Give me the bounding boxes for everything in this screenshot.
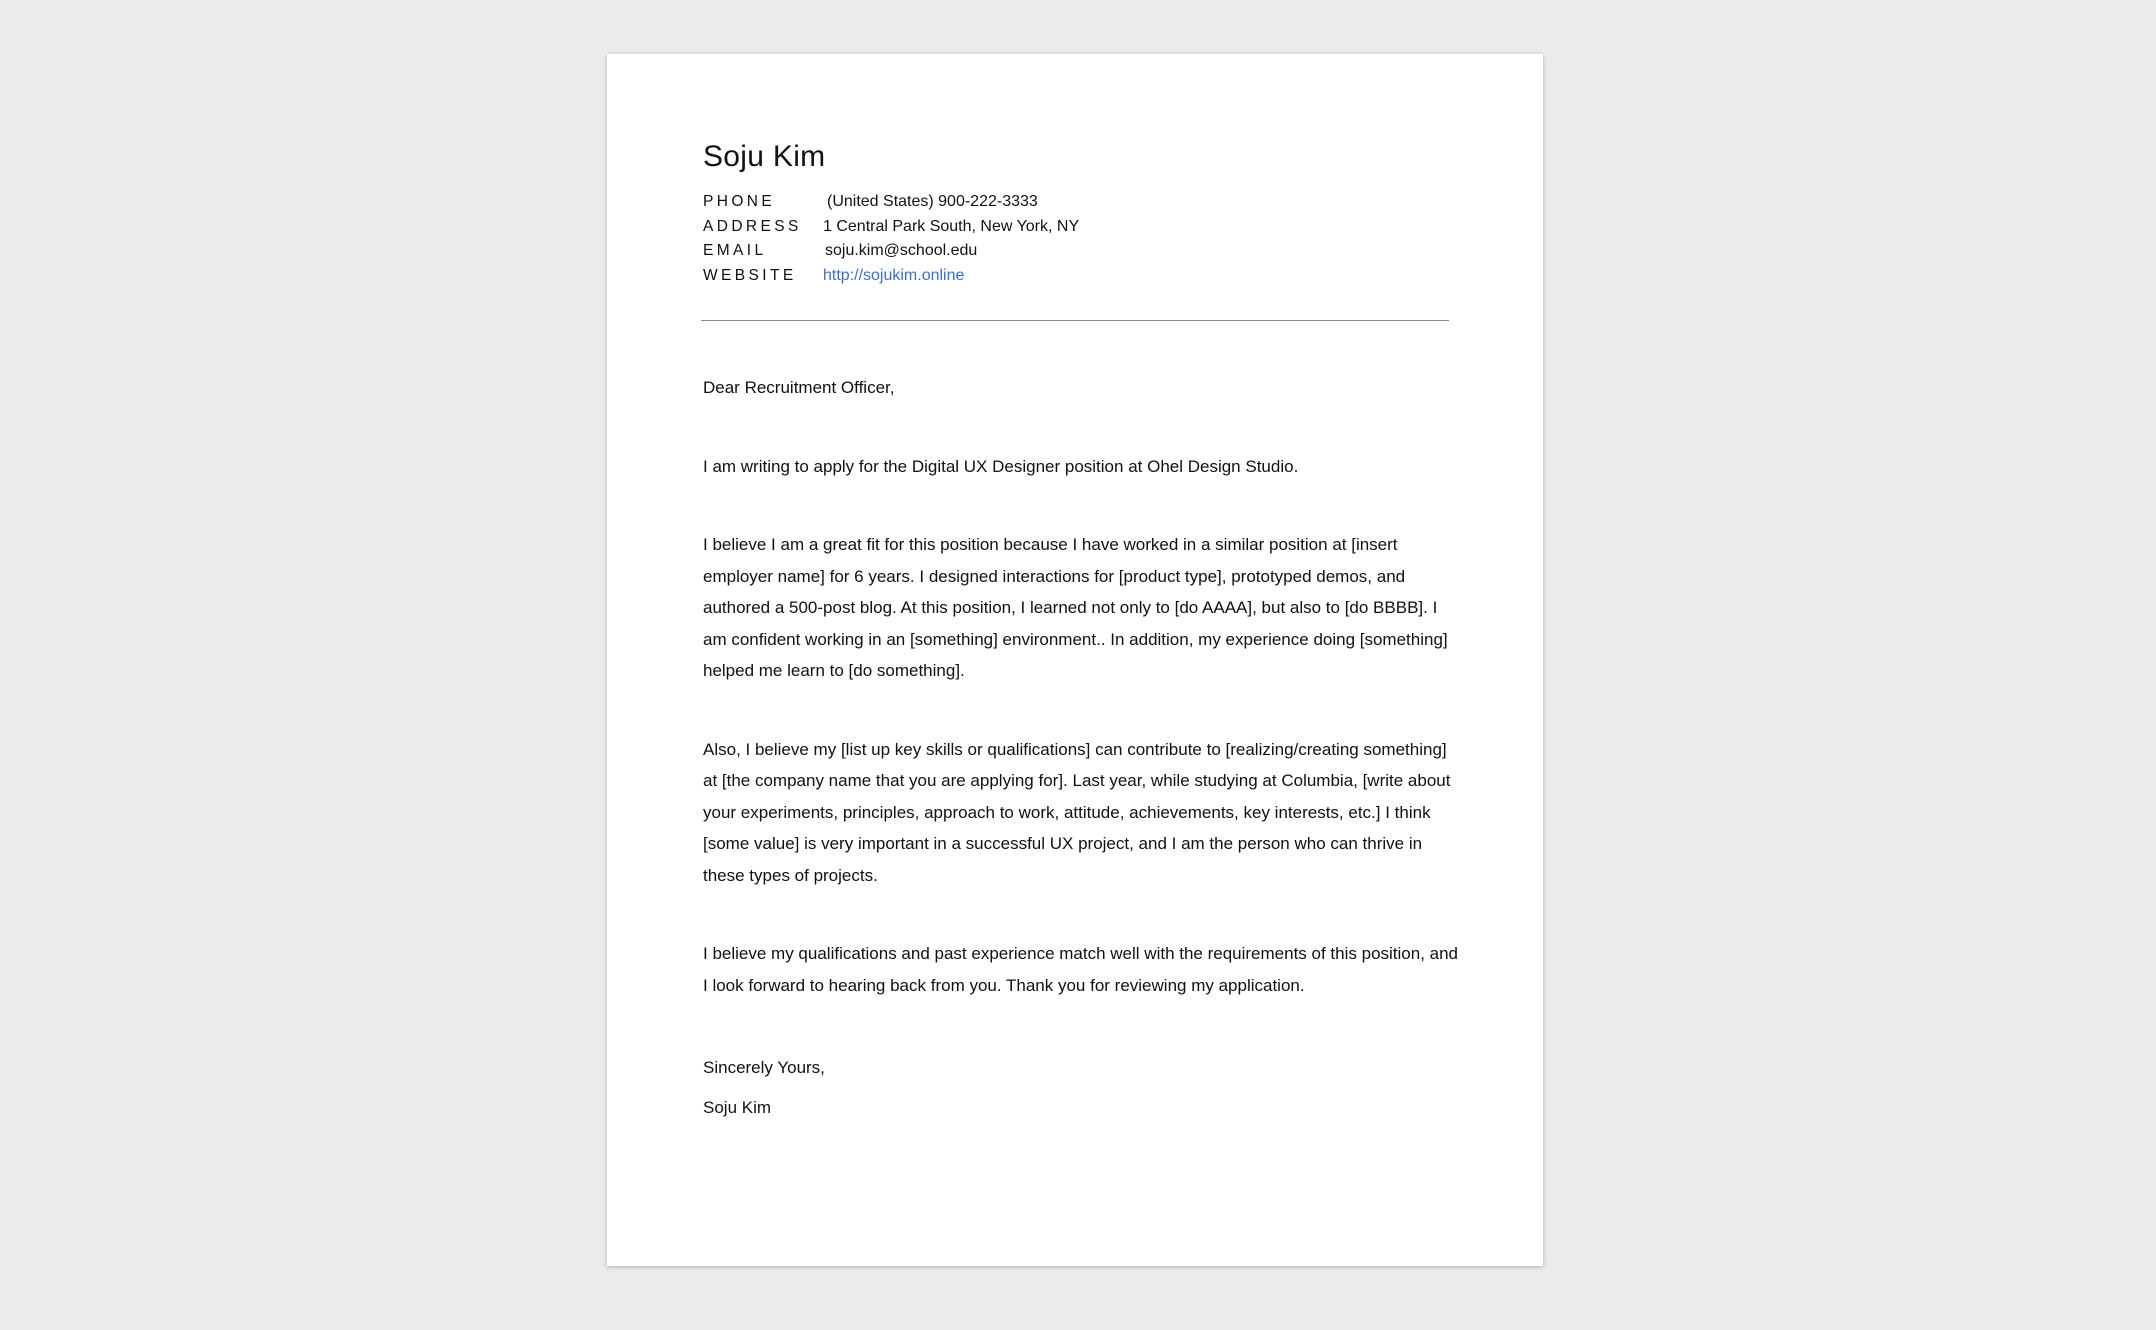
contact-row-phone (703, 190, 1453, 215)
contact-label-address: ADDRESS (703, 217, 802, 235)
contact-value-phone: (United States) 900-222-3333 (827, 193, 1038, 210)
paragraph-conclusion: I believe my qualifications and past experience match well with the requirements of this position, and I look forward to hearing back from you. Thank you for reviewing my application. (703, 944, 1459, 995)
letter-page (607, 54, 1543, 1266)
contact-value-email: soju.kim@school.edu (825, 242, 978, 259)
closing-block (703, 1048, 1463, 1128)
contact-label-phone: PHONE (703, 193, 776, 210)
paragraph-skills: Also, I believe my [list up key skills or qualifications] can contribute to [realizing/creating something] at [the company name that you are applying for]. Last year, while studying at Columbia, [write about your experiments, principles, approach to work, attitude, achievements, key interests, etc.] I think [some value] is very important in a successful UX project, and I am the person who can thrive in these types of projects. (703, 739, 1451, 885)
header-divider (701, 320, 1449, 321)
salutation: Dear Recruitment Officer, (703, 378, 895, 397)
signature: Soju Kim (703, 1098, 772, 1117)
website-link[interactable]: http://sojukim.online (823, 266, 965, 284)
contact-row-address (703, 215, 1453, 240)
closing: Sincerely Yours, (703, 1058, 825, 1077)
paragraph-experience: I believe I am a great fit for this position because I have worked in a similar position at [insert employer name] for 6 years. I designed interactions for [product type], prototyped demos, and authored a 500-post blog. At this position, I learned not only to [do AAAA], but also to [do BBBB]. I am confident working in an [something] environment.. In addition, my experience doing [something] helped me learn to [do something]. (703, 535, 1448, 680)
contact-label-email: EMAIL (703, 242, 767, 259)
letter-body (703, 372, 1463, 1128)
contact-block (703, 190, 1453, 288)
paragraph-intro: I am writing to apply for the Digital UX Designer position at Ohel Design Studio. (703, 456, 1299, 476)
contact-value-address: 1 Central Park South, New York, NY (823, 217, 1080, 235)
contact-row-email (703, 239, 1453, 264)
contact-row-website (703, 264, 1453, 289)
applicant-name: Soju Kim (703, 140, 826, 173)
contact-label-website: WEBSITE (703, 266, 797, 284)
